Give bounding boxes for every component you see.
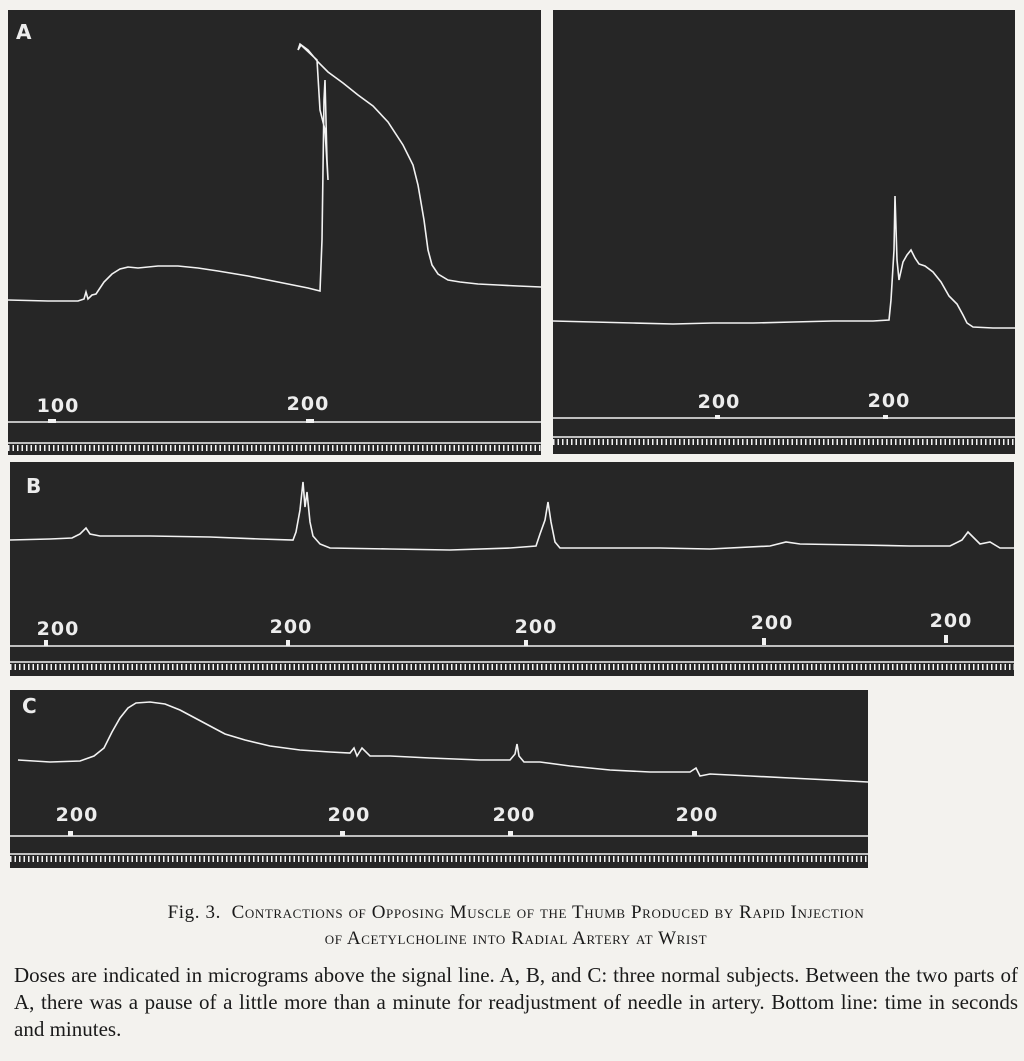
panel-a-right-graphics: [553, 10, 1015, 454]
dose-label: 200: [675, 804, 719, 826]
trace-c: [18, 702, 868, 782]
signal-mark-c-4: [692, 831, 697, 836]
panel-a-left-graphics: [8, 10, 541, 455]
signal-mark-a-right-1: [715, 415, 720, 419]
signal-mark-b-1: [44, 640, 48, 646]
panel-b: [10, 462, 1014, 676]
figure-label: Fig. 3.: [167, 902, 221, 923]
dose-label: 200: [327, 804, 371, 826]
signal-mark-c-3: [508, 831, 513, 836]
signal-mark-c-2: [340, 831, 345, 836]
trace-b: [10, 482, 1014, 550]
trace-a-left: [8, 44, 541, 301]
figure-caption-title: [14, 900, 1018, 952]
dose-label: 200: [269, 616, 313, 638]
dose-label: 200: [750, 612, 794, 634]
panel-label-b: B: [26, 474, 42, 498]
signal-mark-b-5: [944, 635, 948, 643]
figure-caption-body: Doses are indicated in micrograms above the signal line. A, B, and C: three normal subjects. Between the two parts of A, there was a pause of a little more than a minute for readjustment of needle in artery. Bottom line: time in seconds and minutes.: [14, 963, 1018, 1041]
panel-c-graphics: [10, 690, 868, 868]
signal-mark-a-left-2: [306, 419, 314, 423]
dose-label: 200: [492, 804, 536, 826]
signal-mark-c-1: [68, 831, 73, 836]
dose-label: 200: [697, 391, 741, 413]
signal-mark-a-left-1: [48, 419, 56, 423]
dose-label: 200: [55, 804, 99, 826]
dose-label: 200: [36, 618, 80, 640]
signal-mark-b-2: [286, 640, 290, 646]
panel-c: [10, 690, 868, 868]
dose-label: 200: [867, 390, 911, 412]
trace-a-right: [553, 196, 1015, 328]
panel-a-right: [553, 10, 1015, 454]
dose-label: 100: [36, 395, 80, 417]
dose-label: 200: [286, 393, 330, 415]
panel-label-a: A: [16, 20, 32, 44]
signal-mark-b-4: [762, 638, 766, 645]
signal-mark-b-3: [524, 640, 528, 646]
signal-mark-a-right-2: [883, 415, 888, 419]
panel-b-graphics: [10, 462, 1014, 676]
dose-label: 200: [929, 610, 973, 632]
dose-label: 200: [514, 616, 558, 638]
panel-a-left: [8, 10, 541, 455]
caption-title-line-2: of Acetylcholine into Radial Artery at Wrist: [324, 928, 708, 949]
caption-title-line-1: Contractions of Opposing Muscle of the Thumb Produced by Rapid Injection: [231, 902, 865, 923]
panel-label-c: C: [22, 694, 37, 718]
